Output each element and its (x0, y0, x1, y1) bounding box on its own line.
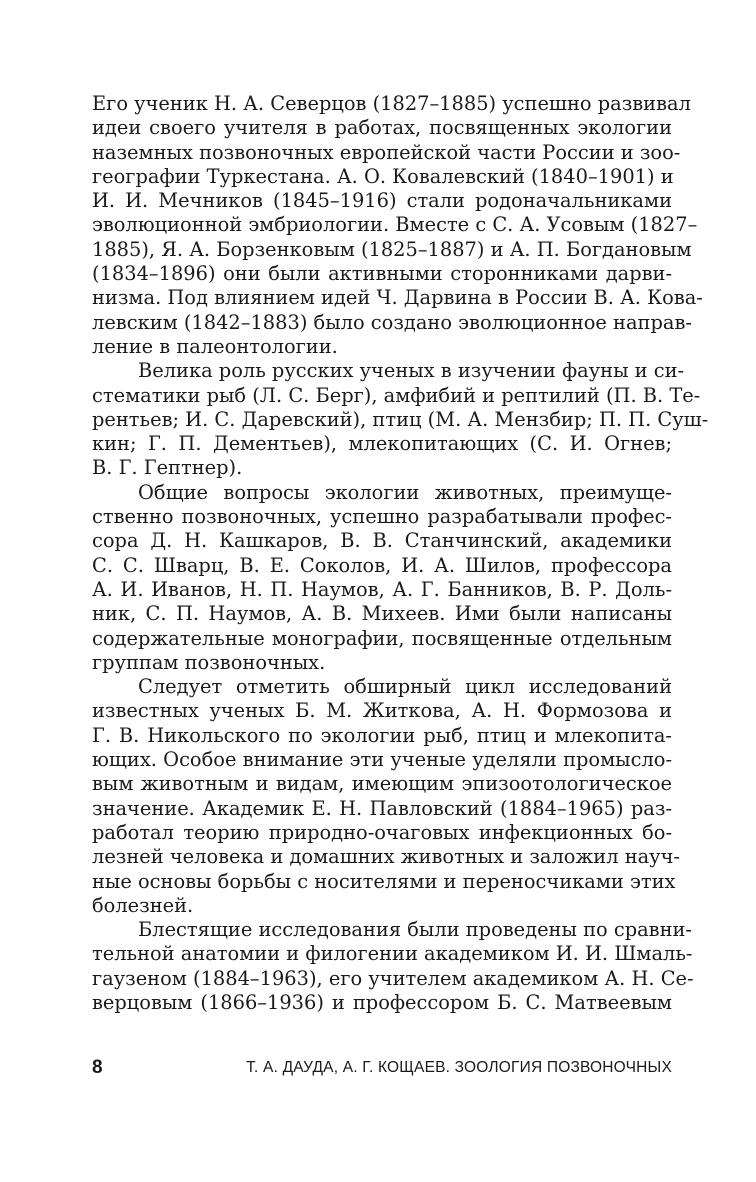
text-line: Его ученик Н. А. Северцов (1827–1885) успешно развивал (92, 92, 691, 115)
text-line: Блестящие исследования были проведены по сравни- (138, 918, 692, 942)
running-title: Т. А. ДАУДА, А. Г. КОЩАЕВ. ЗООЛОГИЯ ПОЗВОНОЧНЫХ (246, 1059, 672, 1076)
text-line: стематики рыб (Л. С. Берг), амфибий и рептилий (П. В. Те- (92, 383, 701, 407)
text-line: левским (1842–1883) было создано эволюционное направ- (92, 310, 692, 334)
text-line: Велика роль русских ученых в изучении фауны и си- (138, 359, 685, 383)
text-line: ление в палеонтологии. (92, 334, 338, 358)
text-line: сора Д. Н. Кашкаров, В. В. Станчинский, академики (92, 529, 672, 553)
text-line: И. И. Мечников (1845–1916) стали родоначальниками (92, 189, 672, 213)
text-line: Г. В. Никольского по экологии рыб, птиц и млекопита- (92, 723, 672, 747)
text-line: значение. Академик Е. Н. Павловский (1884–1965) раз- (92, 796, 672, 820)
text-line: рентьев; И. С. Даревский), птиц (М. А. Мензбир; П. П. Суш- (92, 407, 709, 431)
body-text (92, 92, 709, 1015)
text-line: группам позвоночных. (92, 650, 326, 674)
text-line: известных ученых Б. М. Житкова, А. Н. Формозова и (92, 699, 672, 723)
text-line: работал теорию природно-очаговых инфекционных бо- (92, 820, 672, 844)
text-line: кин; Г. П. Дементьев), млекопитающих (С. И. Огнев; (92, 432, 672, 456)
page-number: 8 (92, 1057, 103, 1078)
text-line: ник, С. П. Наумов, А. В. Михеев. Ими были написаны (92, 602, 672, 626)
text-line: верцовым (1866–1936) и профессором Б. С. Матвеевым (92, 990, 672, 1014)
text-line: тельной анатомии и филогении академиком И. И. Шмаль- (92, 942, 693, 966)
text-line: ственно позвоночных, успешно разрабатывали профес- (92, 505, 672, 529)
text-line: ные основы борьбы с носителями и переносчиками этих (92, 869, 676, 893)
text-line: лезней человека и домашних животных и заложил науч- (92, 845, 680, 869)
text-line: ющих. Особое внимание эти ученые уделяли промысло- (92, 748, 672, 772)
text-line: наземных позвоночных европейской части России и зоо- (92, 140, 681, 164)
text-line: А. И. Иванов, Н. П. Наумов, А. Г. Банников, В. Р. Доль- (92, 577, 672, 601)
text-line: идеи своего учителя в работах, посвященных экологии (92, 116, 672, 140)
text-line: С. С. Шварц, В. Е. Соколов, И. А. Шилов, профессора (92, 553, 672, 577)
text-line: 1885), Я. А. Борзенковым (1825–1887) и А. П. Богдановым (92, 237, 692, 261)
text-line: эволюционной эмбриологии. Вместе с С. А. Усовым (1827– (92, 213, 698, 237)
text-line: гаузеном (1884–1963), его учителем академиком А. Н. Се- (92, 966, 694, 990)
text-line: низма. Под влиянием идей Ч. Дарвина в России В. А. Кова- (92, 286, 703, 310)
text-line: болезней. (92, 893, 194, 917)
text-line: Следует отметить обширный цикл исследований (138, 675, 672, 699)
text-line: вым животным и видам, имеющим эпизоотологическое (92, 772, 672, 796)
text-line: (1834–1896) они были активными сторонниками дарви- (92, 262, 672, 286)
text-line: содержательные монографии, посвященные отдельным (92, 626, 672, 650)
text-line: Общие вопросы экологии животных, преимуще- (138, 480, 672, 504)
page-footer (92, 1057, 672, 1083)
text-line: географии Туркестана. А. О. Ковалевский (1840–1901) и (92, 164, 674, 188)
text-line: В. Г. Гептнер). (92, 456, 243, 480)
